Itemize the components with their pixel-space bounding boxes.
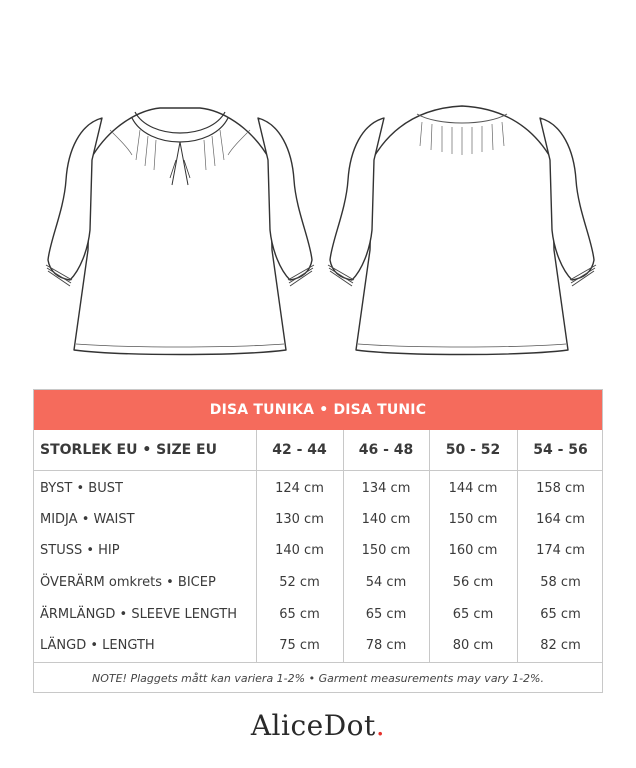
table-row — [34, 535, 602, 566]
row-label: ÄRMLÄNGD • SLEEVE LENGTH — [40, 607, 237, 622]
logo-red-dot: . — [375, 708, 386, 742]
brand-logo — [0, 700, 636, 750]
table-cell: 144 cm — [448, 481, 498, 496]
table-cell: 134 cm — [361, 481, 411, 496]
header-cell-size-54-56: 54 - 56 — [533, 442, 588, 458]
table-row — [34, 504, 602, 535]
table-cell: 82 cm — [540, 638, 581, 653]
row-label: MIDJA • WAIST — [40, 512, 135, 527]
header-cell-size-42-44: 42 - 44 — [272, 442, 327, 458]
table-row — [34, 473, 602, 504]
table-cell: 65 cm — [540, 607, 581, 622]
tunic-front-drawing — [40, 100, 320, 362]
header-cell-size-46-48: 46 - 48 — [358, 442, 414, 458]
size-table — [33, 389, 603, 693]
table-cell: 160 cm — [448, 543, 498, 558]
table-cell: 65 cm — [452, 607, 494, 622]
table-cell: 150 cm — [361, 543, 411, 558]
table-cell: 52 cm — [279, 575, 320, 590]
table-cell: 65 cm — [365, 607, 407, 622]
row-label: STUSS • HIP — [40, 543, 120, 558]
table-row — [34, 599, 602, 630]
row-label: BYST • BUST — [40, 481, 123, 496]
table-row — [34, 567, 602, 598]
table-cell: 140 cm — [275, 543, 324, 558]
garment-illustrations — [0, 0, 636, 380]
table-footnote: NOTE! Plaggets mått kan variera 1-2% • Garment measurements may vary 1-2%. — [34, 662, 602, 694]
header-cell-size: STORLEK EU • SIZE EU — [40, 442, 217, 458]
table-cell: 130 cm — [275, 512, 324, 527]
header-cell-size-50-52: 50 - 52 — [445, 442, 501, 458]
table-cell: 80 cm — [452, 638, 494, 653]
table-cell: 56 cm — [452, 575, 494, 590]
row-label: LÄNGD • LENGTH — [40, 638, 155, 653]
table-cell: 164 cm — [536, 512, 585, 527]
table-cell: 124 cm — [275, 481, 324, 496]
logo-text-alice: Alice — [250, 708, 324, 742]
table-cell: 65 cm — [279, 607, 320, 622]
table-cell: 58 cm — [540, 575, 581, 590]
table-cell: 174 cm — [536, 543, 585, 558]
table-cell: 158 cm — [536, 481, 585, 496]
table-cell: 54 cm — [365, 575, 407, 590]
table-cell: 140 cm — [361, 512, 411, 527]
table-cell: 78 cm — [365, 638, 407, 653]
table-cell: 150 cm — [448, 512, 498, 527]
tunic-back-drawing — [322, 100, 602, 362]
table-body — [34, 471, 602, 661]
table-row — [34, 630, 602, 661]
table-title: DISA TUNIKA • DISA TUNIC — [34, 390, 602, 430]
table-cell: 75 cm — [279, 638, 320, 653]
row-label: ÖVERÄRM omkrets • BICEP — [40, 575, 216, 590]
logo-text-dot: Dot — [323, 708, 376, 742]
